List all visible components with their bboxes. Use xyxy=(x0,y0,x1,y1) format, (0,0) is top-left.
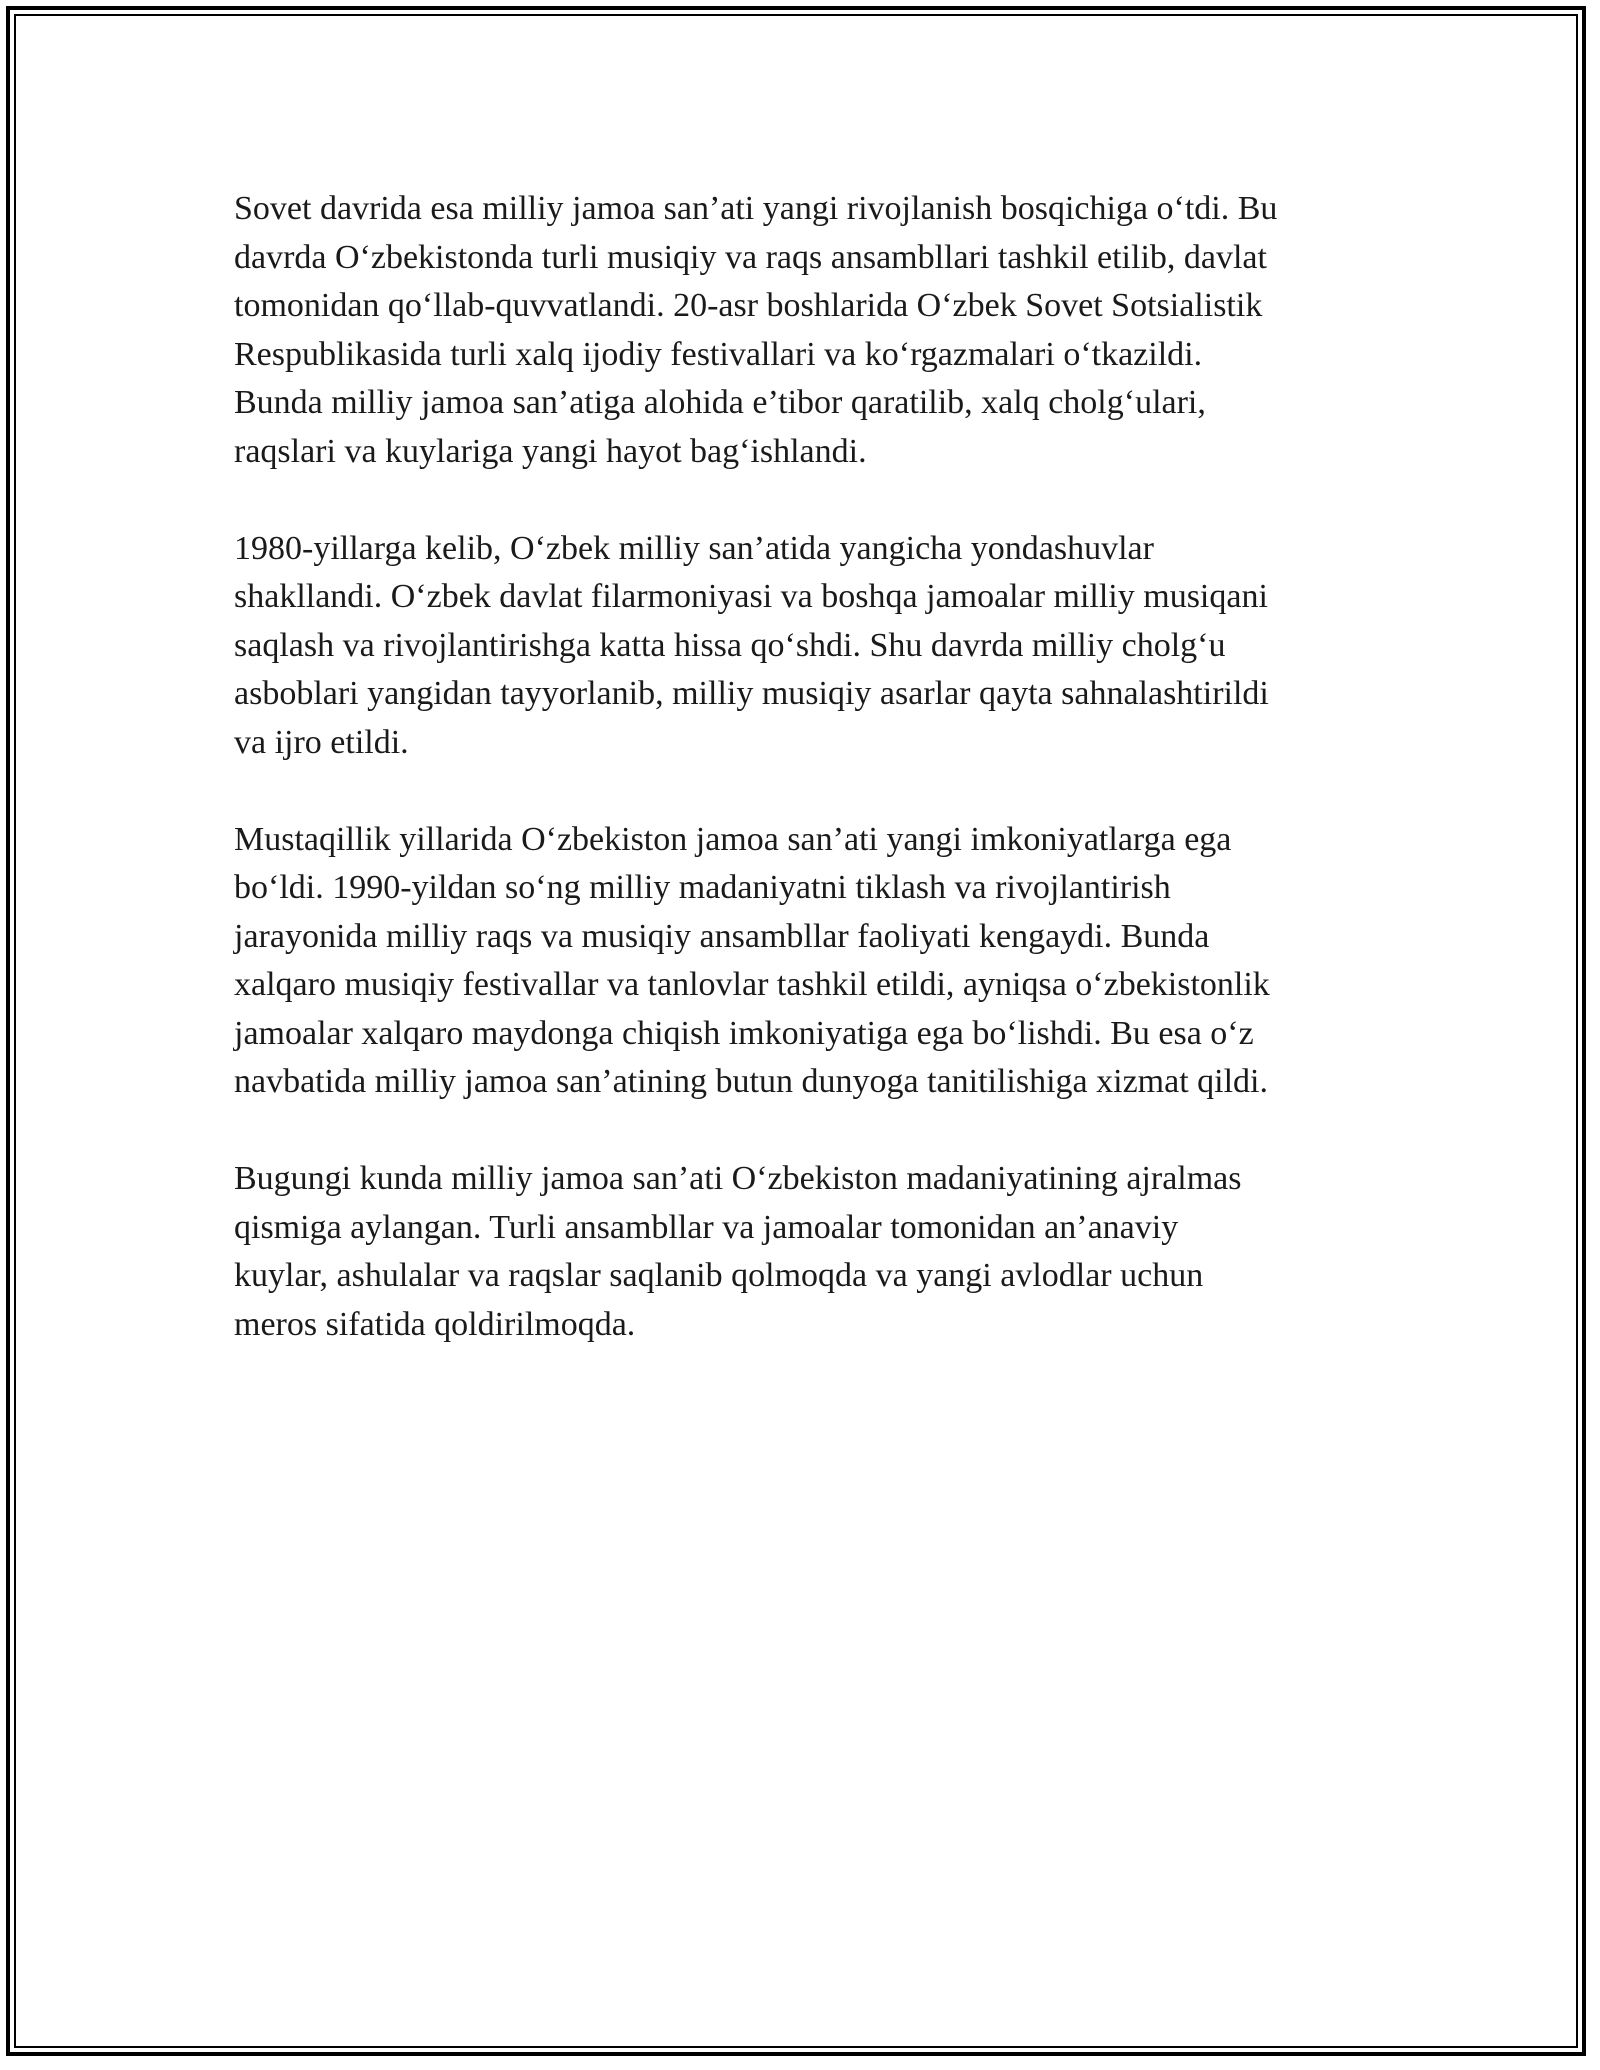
text-line: raqslari va kuylariga yangi hayot bag‘ishlandi. xyxy=(234,432,867,470)
paragraph-soviet-period xyxy=(234,185,1374,476)
text-line: va ijro etildi. xyxy=(234,723,409,761)
text-line: bo‘ldi. 1990-yildan so‘ng milliy madaniyatni tiklash va rivojlantirish xyxy=(234,869,1171,906)
text-line: Sovet davrida esa milliy jamoa san’ati yangi rivojlanish bosqichiga o‘tdi. Bu xyxy=(234,190,1278,227)
text-line: shakllandi. O‘zbek davlat filarmoniyasi va boshqa jamoalar milliy musiqani xyxy=(234,578,1268,615)
paragraph-independence-years xyxy=(234,816,1374,1107)
text-line: Bunda milliy jamoa san’atiga alohida e’tibor qaratilib, xalq cholg‘ulari, xyxy=(234,384,1206,421)
text-line: xalqaro musiqiy festivallar va tanlovlar tashkil etildi, ayniqsa o‘zbekistonlik xyxy=(234,966,1270,1003)
text-line: qismiga aylangan. Turli ansambllar va jamoalar tomonidan an’anaviy xyxy=(234,1208,1179,1246)
text-line: jarayonida milliy raqs va musiqiy ansambllar faoliyati kengaydi. Bunda xyxy=(234,917,1210,955)
text-line: meros sifatida qoldirilmoqda. xyxy=(234,1305,636,1343)
text-line: tomonidan qo‘llab-quvvatlandi. 20-asr boshlarida O‘zbek Sovet Sotsialistik xyxy=(234,287,1263,324)
text-line: kuylar, ashulalar va raqslar saqlanib qolmoqda va yangi avlodlar uchun xyxy=(234,1257,1204,1294)
document-body xyxy=(234,185,1374,1398)
text-line: Respublikasida turli xalq ijodiy festivallari va ko‘rgazmalari o‘tkazildi. xyxy=(234,335,1203,373)
text-line: 1980-yillarga kelib, O‘zbek milliy san’atida yangicha yondashuvlar xyxy=(234,529,1154,567)
text-line: Mustaqillik yillarida O‘zbekiston jamoa san’ati yangi imkoniyatlarga ega xyxy=(234,820,1232,858)
text-line: jamoalar xalqaro maydonga chiqish imkoniyatiga ega bo‘lishdi. Bu esa o‘z xyxy=(234,1014,1254,1052)
paragraph-today xyxy=(234,1155,1374,1349)
text-line: saqlash va rivojlantirishga katta hissa qo‘shdi. Shu davrda milliy cholg‘u xyxy=(234,626,1226,664)
text-line: Bugungi kunda milliy jamoa san’ati O‘zbekiston madaniyatining ajralmas xyxy=(234,1160,1242,1197)
text-line: asboblari yangidan tayyorlanib, milliy musiqiy asarlar qayta sahnalashtirildi xyxy=(234,675,1269,712)
text-line: davrda O‘zbekistonda turli musiqiy va raqs ansambllari tashkil etilib, davlat xyxy=(234,238,1267,276)
paragraph-1980s xyxy=(234,525,1374,768)
text-line: navbatida milliy jamoa san’atining butun dunyoga tanitilishiga xizmat qildi. xyxy=(234,1063,1268,1100)
